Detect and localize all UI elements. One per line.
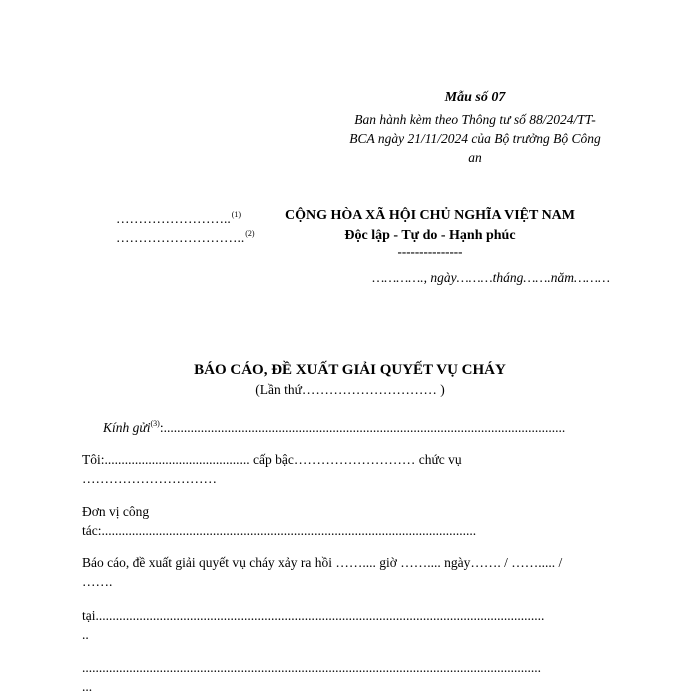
national-title: CỘNG HÒA XÃ HỘI CHỦ NGHĨA VIỆT NAM — [284, 208, 575, 223]
report-time-line-cont: ……. — [82, 574, 113, 589]
footnote-ref: (1) — [231, 210, 242, 219]
footnote-ref: (2) — [245, 229, 255, 238]
issued-with-note — [330, 110, 620, 167]
issued-with-line: BCA ngày 21/11/2024 của Bộ trưởng Bộ Công — [349, 131, 601, 146]
blank-line-cont: ... — [82, 679, 93, 694]
agency-fill: …………………….. — [116, 211, 231, 226]
agency-fill: ……………………….. — [116, 230, 245, 245]
national-motto: Độc lập - Tự do - Hạnh phúc — [344, 228, 516, 243]
report-time-line: Báo cáo, đề xuất giải quyết vụ cháy xảy ra hồi …….... giờ …….... ngày……. / ……..... / — [82, 555, 563, 570]
document-title: BÁO CÁO, ĐỀ XUẤT GIẢI QUYẾT VỤ CHÁY — [194, 362, 506, 378]
agency-line-2 — [116, 229, 255, 246]
place-date-line: …………., ngày………tháng…….năm……… — [372, 270, 610, 285]
unit-line: Đơn vị công — [82, 504, 150, 519]
recipient-fill: :....................................................................................................................... — [159, 420, 566, 435]
blank-line: ........................................................................................................................................ — [82, 660, 541, 675]
recipient-label: Kính gửi — [103, 420, 151, 435]
issued-with-line: Ban hành kèm theo Thông tư số 88/2024/TT- — [354, 112, 596, 127]
recipient-line — [103, 413, 623, 439]
motto-divider: --------------- — [397, 244, 463, 259]
footnote-ref: (3) — [150, 419, 160, 428]
reporter-line-cont: ………………………… — [82, 471, 217, 486]
issued-with-line: an — [468, 150, 482, 165]
form-number: Mẫu số 07 — [444, 90, 506, 105]
reporter-line: Tôi:........................................... cấp bậc……………………… chức vụ — [82, 452, 462, 467]
location-line: tại..................................................................................................................................... — [82, 608, 545, 623]
document-subtitle: (Lần thứ………………………… ) — [255, 382, 445, 397]
unit-line-cont: tác:............................................................................................................... — [82, 523, 477, 538]
agency-line-1 — [116, 210, 241, 227]
location-line-cont: .. — [82, 627, 89, 642]
